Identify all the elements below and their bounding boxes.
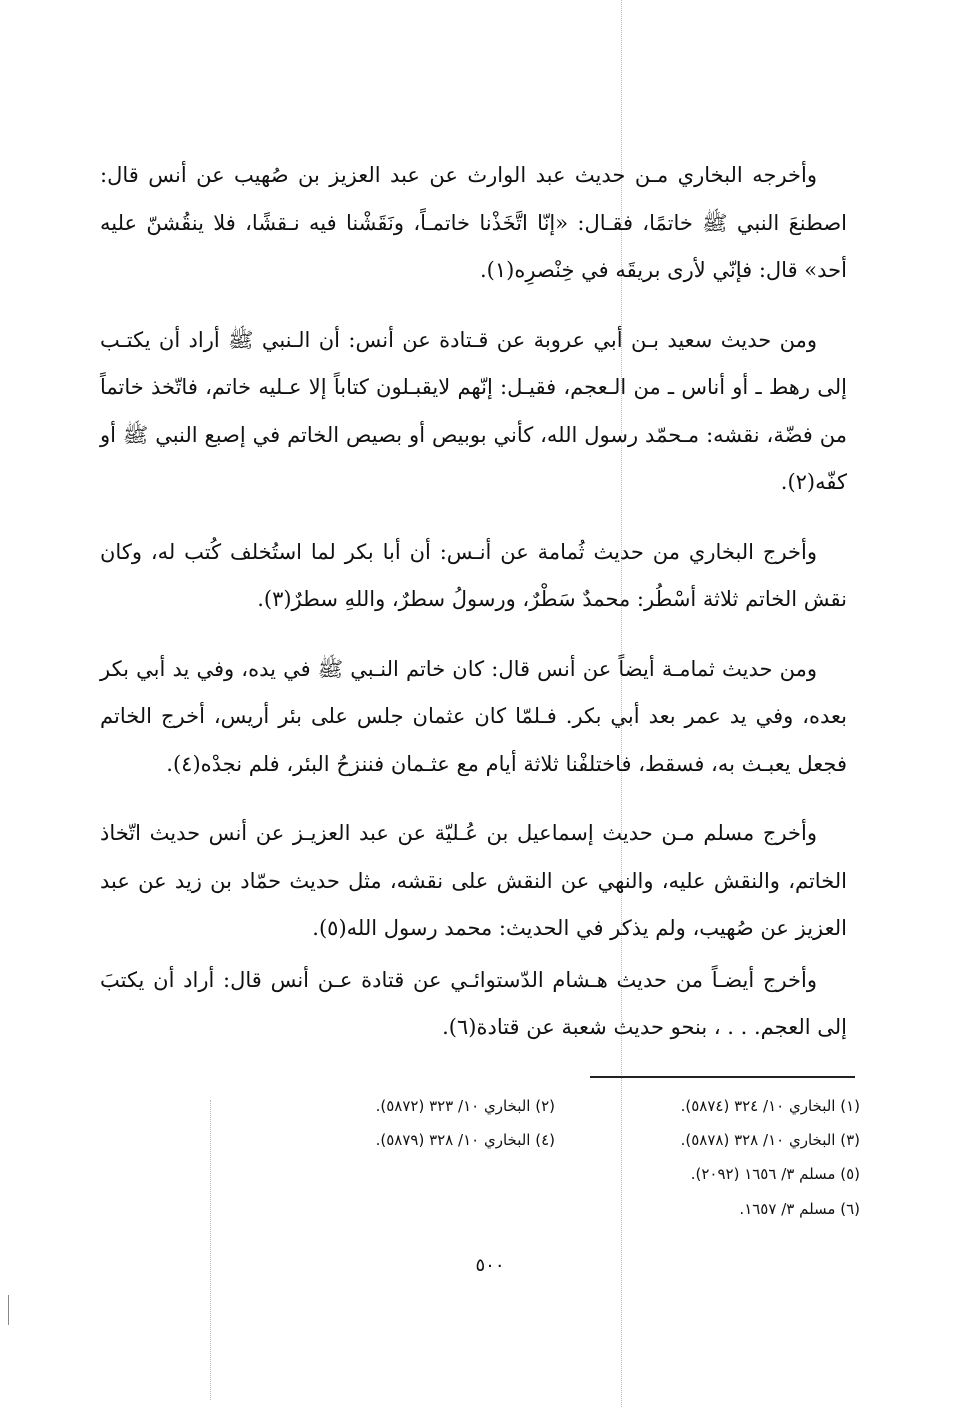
footnote: (٣) البخاري ١٠/ ٣٢٨ (٥٨٧٨). — [680, 1131, 860, 1149]
footnote: (٥) مسلم ٣/ ١٦٥٦ (٢٠٩٢). — [690, 1165, 860, 1183]
scan-artifact-line — [210, 1100, 211, 1400]
paragraph: وأخرج أيضـاً من حديث هـشام الدّستوائـي عن قتادة عـن أنس قال: أراد أن يكتبَ إلى العجم. . . ، بنحو حديث شعبة عن قتادة(٦). — [100, 967, 847, 1039]
scan-artifact-line — [8, 1295, 9, 1325]
footnote: (٤) البخاري ١٠/ ٣٢٨ (٥٨٧٩). — [375, 1131, 555, 1149]
paragraph: ومن حديث ثمامـة أيضاً عن أنس قال: كان خاتم النـبي ﷺ في يده، وفي يد أبي بكر بعده، وفي يد عمر بعد أبي بكر. فـلمّا كان عثمان جلس على بئر أريس، أخرج الخاتم فجعل يعبـث به، فسقط، فاختلفْنا ثلاثة أيام مع عثـمان فننزحُ البئر، فلم نجدْه(٤). — [100, 656, 847, 776]
paragraph: وأخرج البخاري من حديث ثُمامة عن أنـس: أن أبا بكر لما استُخلف كُتب له، وكان نقش الخاتم ثلاثة أسْطُر: محمدٌ سَطْرٌ، ورسولُ سطرٌ، واللهِ سطرٌ(٣). — [100, 539, 847, 611]
main-text — [100, 152, 847, 1052]
footnote: (٢) البخاري ١٠/ ٣٢٣ (٥٨٧٢). — [375, 1097, 555, 1115]
paragraph: وأخرج مسلم مـن حديث إسماعيل بن عُـليّة عن عبد العزيـز عن أنس حديث اتّخاذ الخاتم، والنقش عليه، والنهي عن النقش على نقشه، مثل حديث حمّاد بن زيد عن عبد العزيز عن صُهيب، ولم يذكر في الحديث: محمد رسول الله(٥). — [100, 821, 847, 940]
footnote: (١) البخاري ١٠/ ٣٢٤ (٥٨٧٤). — [680, 1097, 860, 1115]
paragraph: ومن حديث سعيد بـن أبي عروبة عن قـتادة عن أنس: أن الـنبي ﷺ أراد أن يكتـب إلى رهط ـ أو أناس ـ من الـعجم، فقيـل: إنّهم لايقبـلون كتاباً إلا عـليه خاتم، فاتّخذ خاتماً من فضّة، نقشه: مـحمّد رسول الله، كأني بوبيص أو بصيص الخاتم في إصبع النبي ﷺ أو كفّه(٢). — [100, 327, 847, 494]
paragraph: وأخرجه البخاري مـن حديث عبد الوارث عن عبد العزيز بن صُهيب عن أنس قال: اصطنعَ النبي ﷺ خاتمًا، فقـال: «إنّا اتَّخَذْنا خاتمـاً، ونَقَشْنا فيه نـقشًا، فلا ينقُشنّ عليه أحد» قال: فإنّي لأرى بريقَه في خِنْصرِه(١). — [100, 163, 847, 282]
footnote-separator — [590, 1076, 855, 1078]
footnote: (٦) مسلم ٣/ ١٦٥٧. — [739, 1200, 860, 1218]
page-number: ٥٠٠ — [475, 1255, 505, 1276]
